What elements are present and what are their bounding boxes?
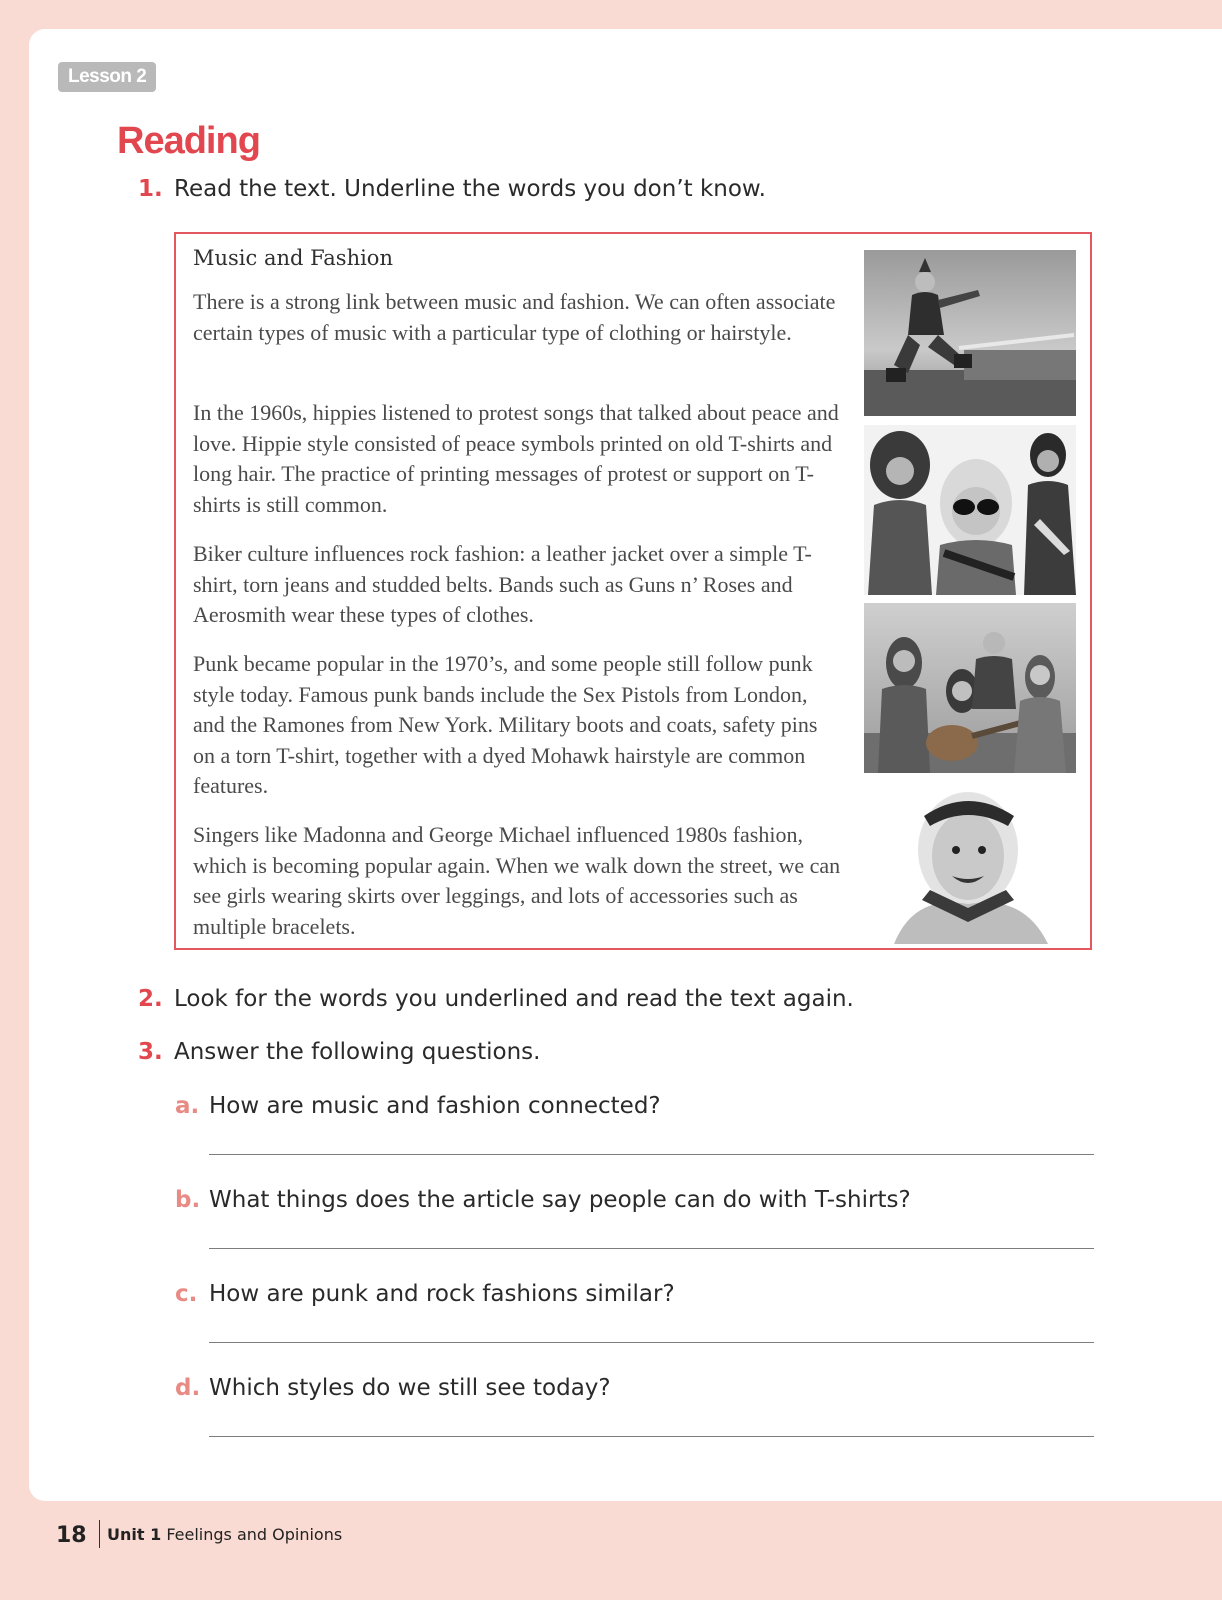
instruction-2 — [138, 986, 854, 1012]
answer-line[interactable] — [209, 1342, 1094, 1343]
photo-hippie-group — [864, 603, 1076, 773]
article-paragraph: Punk became popular in the 1970’s, and some people still follow punk style today. Famous punk bands include the Sex Pistols from London, and the Ramones from New York. Military boots and coats, safety pins on a torn T-shirt, together with a dyed Mohawk hairstyle are common features. — [193, 651, 818, 799]
unit-label: Unit 1 — [107, 1525, 162, 1544]
footer-divider — [99, 1520, 100, 1548]
article-paragraph: Singers like Madonna and George Michael influenced 1980s fashion, which is becoming popular again. When we walk down the street, we can see girls wearing skirts over leggings, and lots of accessories such as multiple bracelets. — [193, 822, 841, 939]
photo-eighties-girl — [864, 780, 1076, 944]
answer-line[interactable] — [209, 1436, 1094, 1437]
photo-punk-jumping — [864, 250, 1076, 416]
instruction-text: Look for the words you underlined and read the text again. — [174, 986, 854, 1012]
article-title: Music and Fashion — [193, 246, 393, 270]
article-paragraph: In the 1960s, hippies listened to protest songs that talked about peace and love. Hippie style consisted of peace symbols printed on old T-shirts and long hair. The practice of printing messages of protest or support on T-shirts is still common. — [193, 400, 839, 517]
article-paragraph: There is a strong link between music and fashion. We can often associate certain types of music with a particular type of clothing or hairstyle. — [193, 289, 836, 345]
lesson-tag: Lesson 2 — [58, 62, 156, 92]
instruction-3 — [138, 1039, 540, 1065]
instruction-text: Read the text. Underline the words you don’t know. — [174, 176, 766, 202]
question-letter: b. — [175, 1187, 201, 1213]
instruction-text: Answer the following questions. — [174, 1039, 541, 1065]
section-title: Reading — [117, 120, 260, 162]
question-text: Which styles do we still see today? — [209, 1375, 611, 1401]
unit-title: Feelings and Opinions — [166, 1525, 343, 1544]
question-letter: d. — [175, 1375, 201, 1401]
instruction-number: 2. — [138, 986, 163, 1012]
footer-unit-title — [107, 1525, 342, 1544]
question-letter: a. — [175, 1093, 200, 1119]
question-text: What things does the article say people can do with T-shirts? — [209, 1187, 911, 1213]
instruction-number: 1. — [138, 176, 163, 202]
article-paragraph: Biker culture influences rock fashion: a leather jacket over a simple T-shirt, torn jeans and studded belts. Bands such as Guns n’ Roses and Aerosmith wear these types of clothes. — [193, 541, 812, 628]
question-letter: c. — [175, 1281, 198, 1307]
instruction-number: 3. — [138, 1039, 163, 1065]
photo-rock-group — [864, 425, 1076, 595]
answer-line[interactable] — [209, 1248, 1094, 1249]
question-text: How are music and fashion connected? — [209, 1093, 661, 1119]
instruction-1 — [138, 176, 766, 202]
page-number: 18 — [56, 1523, 87, 1548]
question-text: How are punk and rock fashions similar? — [209, 1281, 675, 1307]
answer-line[interactable] — [209, 1154, 1094, 1155]
